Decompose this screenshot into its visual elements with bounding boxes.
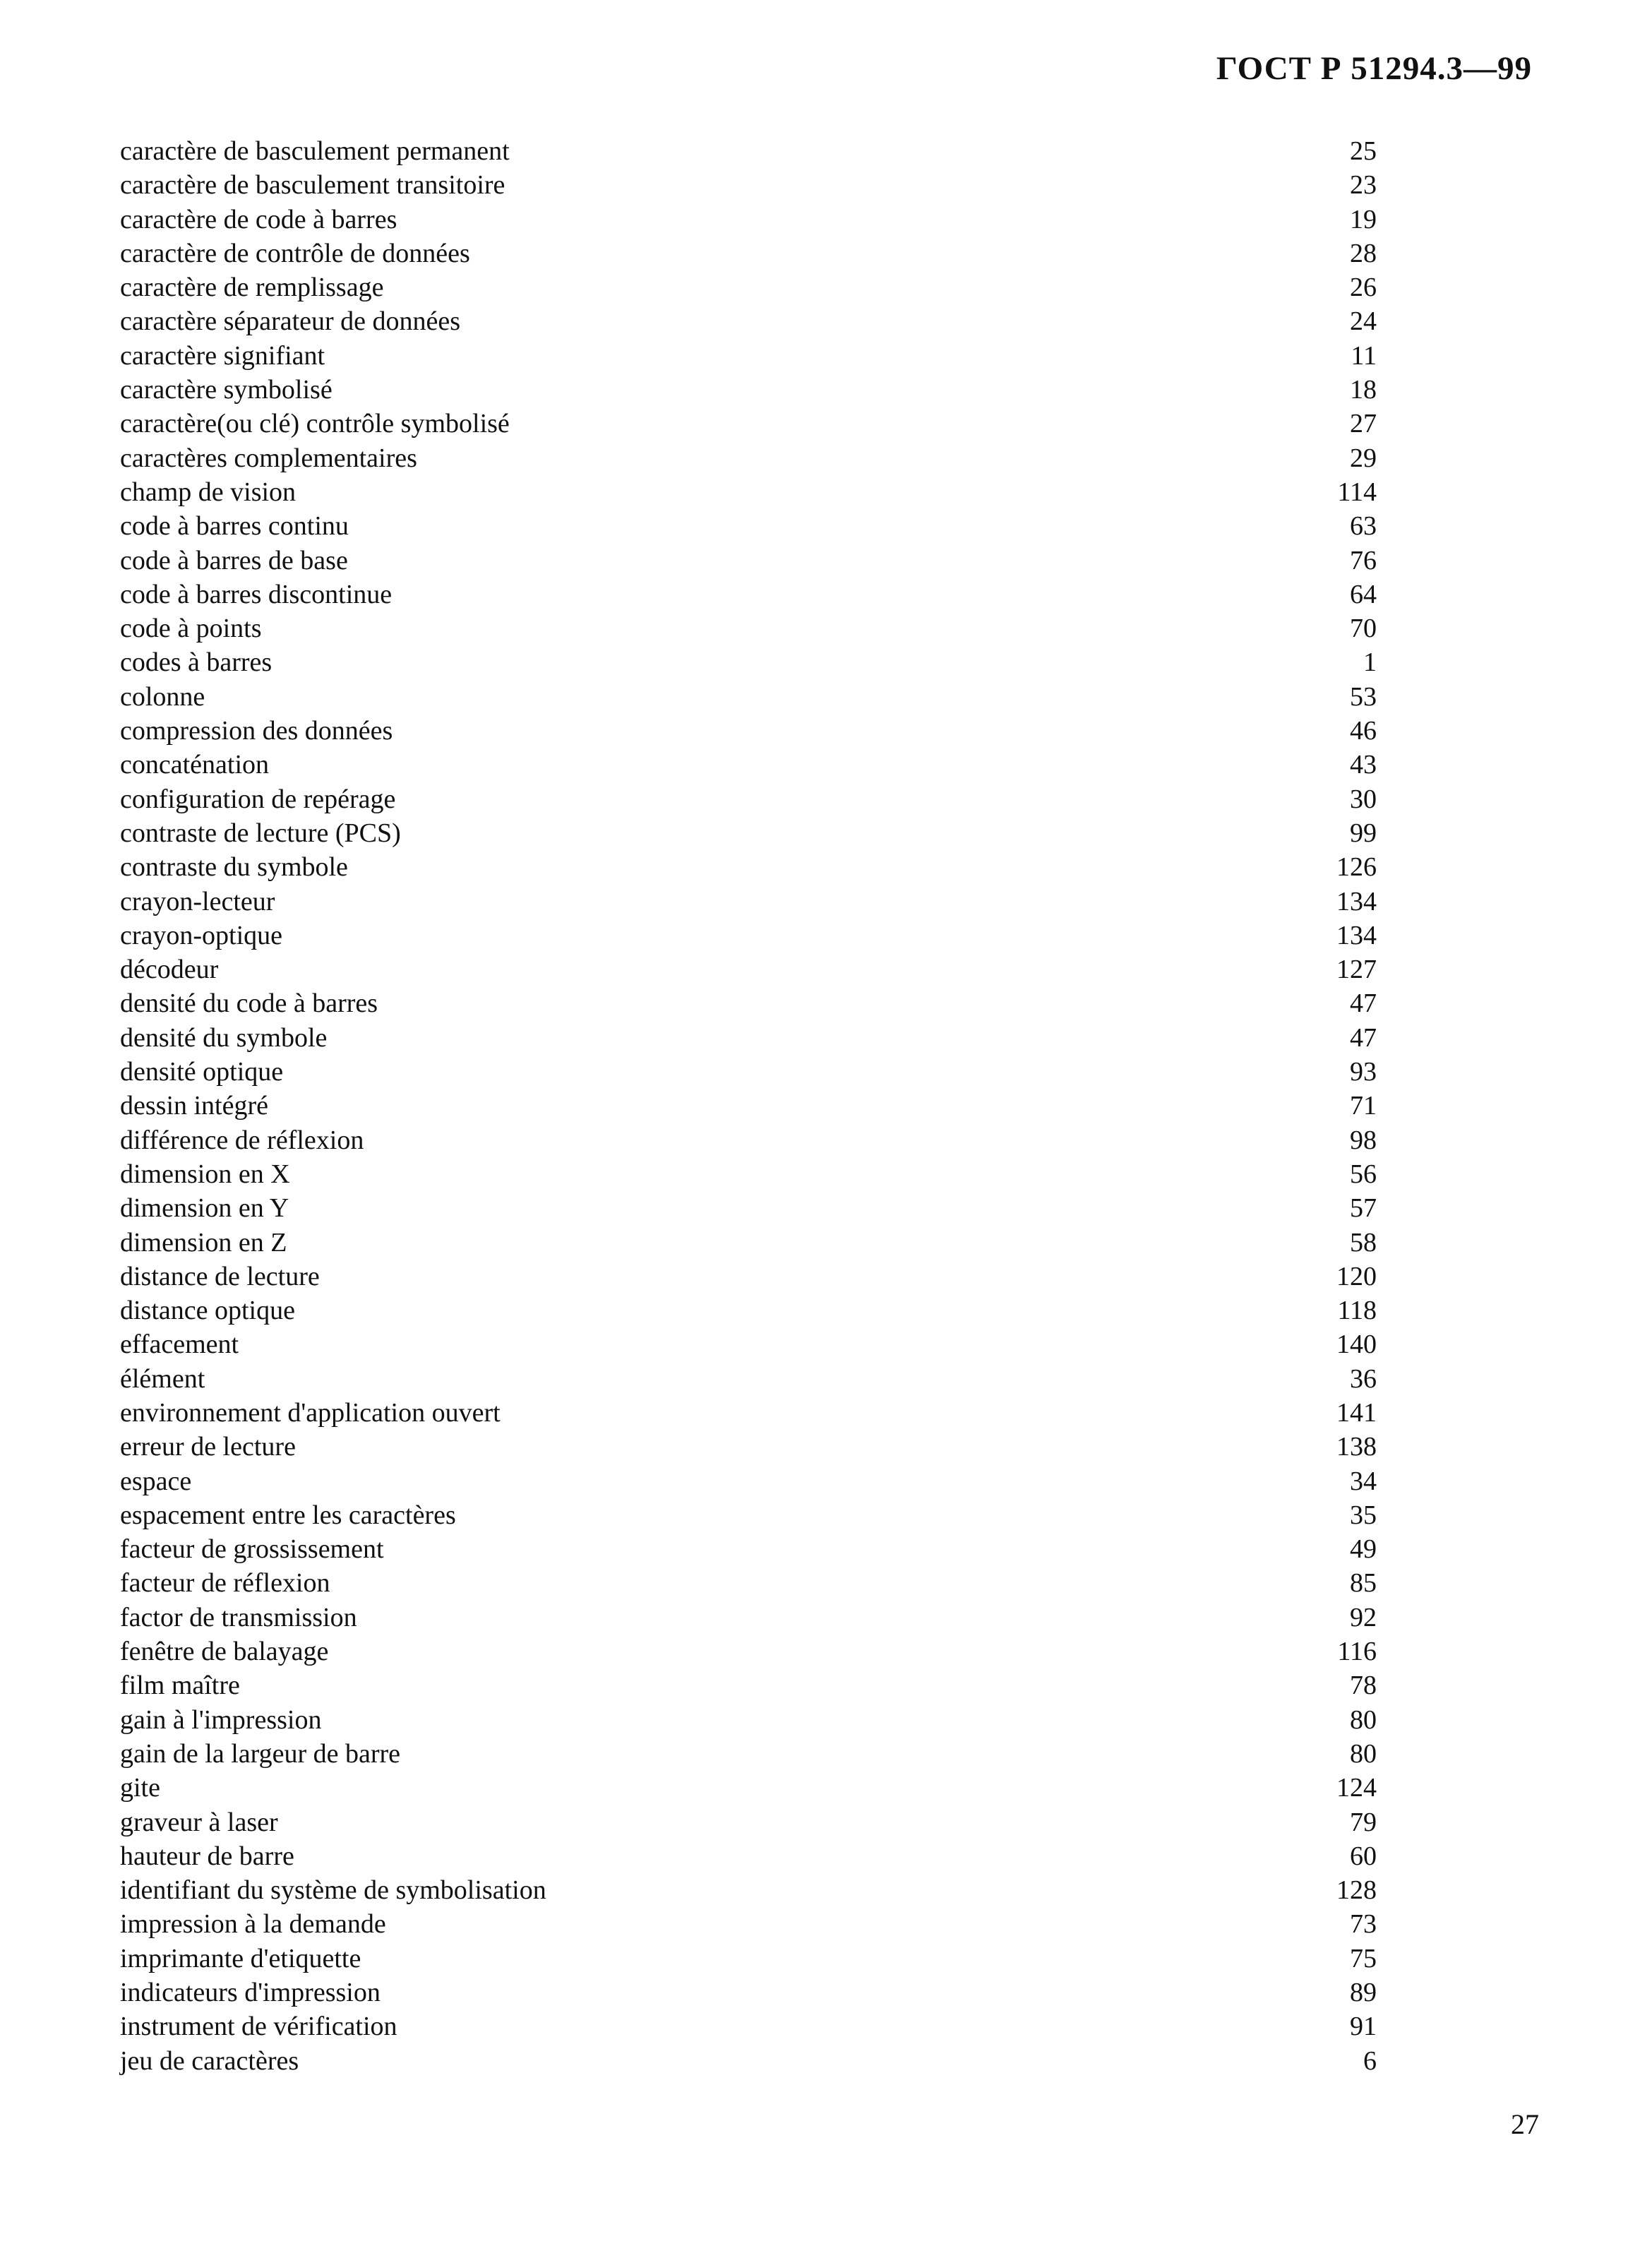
index-term: code à points — [120, 614, 262, 644]
index-page-ref: 85 — [1350, 1568, 1377, 1599]
index-page-ref: 47 — [1350, 988, 1377, 1019]
index-term: code à barres de base — [120, 545, 348, 575]
index-term: film maître — [120, 1671, 240, 1701]
index-entry — [120, 714, 1377, 748]
page-number: 27 — [1511, 2108, 1539, 2140]
index-page-ref: 36 — [1350, 1363, 1377, 1394]
index-page-ref: 64 — [1350, 579, 1377, 609]
index-page-ref: 1 — [1363, 647, 1377, 678]
index-term: instrument de vérification — [120, 2012, 397, 2042]
index-entry — [120, 1839, 1377, 1873]
index-entry — [120, 1226, 1377, 1260]
index-entry — [120, 1771, 1377, 1805]
index-term: caractère de remplissage — [120, 273, 384, 303]
index-page-ref: 23 — [1350, 170, 1377, 201]
index-page-ref: 78 — [1350, 1671, 1377, 1701]
index-page-ref: 47 — [1350, 1022, 1377, 1053]
index-page-ref: 134 — [1336, 886, 1377, 916]
index-page-ref: 28 — [1350, 238, 1377, 268]
index-page-ref: 99 — [1350, 818, 1377, 848]
index-term: caractère de contrôle de données — [120, 238, 470, 268]
index-term: jeu de caractères — [120, 2045, 299, 2076]
index-term: espacement entre les caractères — [120, 1500, 456, 1530]
index-entry — [120, 441, 1377, 475]
index-page-ref: 128 — [1336, 1875, 1377, 1906]
index-page-ref: 63 — [1350, 511, 1377, 542]
index-entry — [120, 919, 1377, 952]
index-entry — [120, 203, 1377, 237]
index-entry — [120, 952, 1377, 986]
index-entry — [120, 339, 1377, 373]
index-term: caractère symbolisé — [120, 375, 333, 405]
index-term: dimension en Y — [120, 1193, 289, 1224]
index-entry — [120, 1089, 1377, 1123]
index-entry — [120, 816, 1377, 850]
index-entry — [120, 270, 1377, 304]
index-term: configuration de repérage — [120, 784, 396, 814]
index-term: compression des données — [120, 716, 393, 746]
index-term: fenêtre de balayage — [120, 1637, 329, 1667]
index-page-ref: 76 — [1350, 545, 1377, 575]
index-page-ref: 53 — [1350, 681, 1377, 712]
index-entry — [120, 1532, 1377, 1566]
index-page-ref: 43 — [1350, 750, 1377, 780]
index-term: distance optique — [120, 1296, 295, 1326]
index-page-ref: 24 — [1350, 306, 1377, 337]
index-page-ref: 57 — [1350, 1193, 1377, 1224]
index-entry — [120, 986, 1377, 1020]
index-term: différence de réflexion — [120, 1125, 364, 1155]
index-term: colonne — [120, 681, 205, 712]
index-term: densité du symbole — [120, 1022, 328, 1053]
term-index-list — [120, 134, 1377, 2078]
index-term: décodeur — [120, 955, 219, 985]
index-page-ref: 80 — [1350, 1738, 1377, 1769]
index-entry — [120, 1464, 1377, 1498]
index-entry — [120, 2009, 1377, 2043]
index-page-ref: 79 — [1350, 1807, 1377, 1837]
index-page-ref: 56 — [1350, 1159, 1377, 1189]
index-term: espace — [120, 1466, 192, 1496]
index-entry — [120, 168, 1377, 202]
index-page-ref: 70 — [1350, 614, 1377, 644]
index-page-ref: 89 — [1350, 1978, 1377, 2008]
index-term: facteur de réflexion — [120, 1568, 330, 1599]
index-entry — [120, 1942, 1377, 1976]
index-page-ref: 34 — [1350, 1466, 1377, 1496]
index-page-ref: 80 — [1350, 1704, 1377, 1735]
index-entry — [120, 1191, 1377, 1225]
index-term: indicateurs d'impression — [120, 1978, 381, 2008]
index-term: factor de transmission — [120, 1602, 357, 1632]
index-page-ref: 35 — [1350, 1500, 1377, 1530]
index-page-ref: 25 — [1350, 136, 1377, 166]
index-entry — [120, 748, 1377, 782]
index-entry — [120, 1805, 1377, 1839]
index-entry — [120, 407, 1377, 441]
index-term: environnement d'application ouvert — [120, 1397, 501, 1428]
index-page-ref: 60 — [1350, 1841, 1377, 1871]
index-page-ref: 118 — [1337, 1296, 1377, 1326]
index-entry — [120, 475, 1377, 509]
index-entry — [120, 1668, 1377, 1702]
index-term: contraste de lecture (PCS) — [120, 818, 401, 848]
index-entry — [120, 1601, 1377, 1635]
index-entry — [120, 782, 1377, 816]
index-term: gain de la largeur de barre — [120, 1738, 401, 1769]
index-term: effacement — [120, 1330, 239, 1360]
index-term: identifiant du système de symbolisation — [120, 1875, 546, 1906]
index-page-ref: 134 — [1336, 920, 1377, 950]
index-term: imprimante d'etiquette — [120, 1943, 361, 1973]
index-page-ref: 49 — [1350, 1534, 1377, 1565]
index-page-ref: 11 — [1351, 340, 1377, 371]
index-term: caractère séparateur de données — [120, 306, 461, 337]
index-page-ref: 6 — [1363, 2045, 1377, 2076]
index-page-ref: 19 — [1350, 204, 1377, 234]
index-term: hauteur de barre — [120, 1841, 294, 1871]
index-entry — [120, 850, 1377, 884]
index-entry — [120, 1430, 1377, 1464]
index-term: dessin intégré — [120, 1091, 269, 1121]
index-entry — [120, 2044, 1377, 2078]
index-term: élément — [120, 1363, 205, 1394]
index-term: caractère de basculement transitoire — [120, 170, 505, 201]
index-entry — [120, 1327, 1377, 1361]
index-entry — [120, 1566, 1377, 1600]
index-page-ref: 73 — [1350, 1909, 1377, 1940]
index-entry — [120, 1055, 1377, 1089]
index-entry — [120, 1396, 1377, 1430]
index-entry — [120, 1907, 1377, 1941]
document-header: ГОСТ Р 51294.3—99 — [1216, 50, 1532, 87]
index-page-ref: 126 — [1336, 852, 1377, 883]
index-page-ref: 29 — [1350, 443, 1377, 473]
index-entry — [120, 509, 1377, 543]
index-page-ref: 75 — [1350, 1943, 1377, 1973]
index-term: gite — [120, 1773, 160, 1803]
index-entry — [120, 1635, 1377, 1668]
index-term: concaténation — [120, 750, 270, 780]
index-entry — [120, 611, 1377, 645]
index-page-ref: 124 — [1336, 1773, 1377, 1803]
index-term: caractères complementaires — [120, 443, 417, 473]
index-term: caractère signifiant — [120, 340, 325, 371]
index-term: dimension en Z — [120, 1227, 287, 1258]
index-page-ref: 46 — [1350, 716, 1377, 746]
index-term: densité du code à barres — [120, 988, 378, 1019]
index-term: code à barres discontinue — [120, 579, 393, 609]
index-page-ref: 120 — [1336, 1261, 1377, 1291]
index-term: dimension en X — [120, 1159, 290, 1189]
index-page-ref: 98 — [1350, 1125, 1377, 1155]
index-page-ref: 138 — [1336, 1432, 1377, 1462]
index-entry — [120, 1737, 1377, 1771]
index-page-ref: 141 — [1336, 1397, 1377, 1428]
index-entry — [120, 885, 1377, 919]
index-page-ref: 93 — [1350, 1057, 1377, 1087]
index-page-ref: 127 — [1336, 955, 1377, 985]
index-entry — [120, 237, 1377, 270]
index-term: gain à l'impression — [120, 1704, 322, 1735]
index-entry — [120, 134, 1377, 168]
index-term: impression à la demande — [120, 1909, 386, 1940]
index-page-ref: 92 — [1350, 1602, 1377, 1632]
index-term: facteur de grossissement — [120, 1534, 384, 1565]
index-term: caractère(ou clé) contrôle symbolisé — [120, 409, 510, 439]
index-term: codes à barres — [120, 647, 273, 678]
index-term: graveur à laser — [120, 1807, 278, 1837]
index-term: distance de lecture — [120, 1261, 320, 1291]
index-entry — [120, 1703, 1377, 1737]
index-entry — [120, 1294, 1377, 1327]
index-page-ref: 27 — [1350, 409, 1377, 439]
index-entry — [120, 578, 1377, 611]
index-page-ref: 114 — [1337, 477, 1377, 507]
index-term: caractère de code à barres — [120, 204, 397, 234]
index-term: erreur de lecture — [120, 1432, 296, 1462]
index-entry — [120, 680, 1377, 714]
index-entry — [120, 1976, 1377, 2009]
index-entry — [120, 1498, 1377, 1532]
index-entry — [120, 1362, 1377, 1396]
index-entry — [120, 373, 1377, 407]
index-entry — [120, 304, 1377, 338]
index-entry — [120, 645, 1377, 679]
index-entry — [120, 1873, 1377, 1907]
index-term: champ de vision — [120, 477, 297, 507]
index-page-ref: 91 — [1350, 2012, 1377, 2042]
index-page-ref: 30 — [1350, 784, 1377, 814]
index-term: crayon-lecteur — [120, 886, 275, 916]
index-term: caractère de basculement permanent — [120, 136, 510, 166]
index-entry — [120, 1157, 1377, 1191]
index-term: contraste du symbole — [120, 852, 348, 883]
index-entry — [120, 1021, 1377, 1055]
index-page-ref: 71 — [1350, 1091, 1377, 1121]
index-entry — [120, 544, 1377, 578]
index-term: code à barres continu — [120, 511, 349, 542]
index-page-ref: 140 — [1336, 1330, 1377, 1360]
index-page-ref: 58 — [1350, 1227, 1377, 1258]
index-page-ref: 116 — [1337, 1637, 1377, 1667]
index-entry — [120, 1260, 1377, 1294]
index-term: crayon-optique — [120, 920, 283, 950]
index-entry — [120, 1123, 1377, 1157]
index-page-ref: 26 — [1350, 273, 1377, 303]
index-term: densité optique — [120, 1057, 284, 1087]
index-page-ref: 18 — [1350, 375, 1377, 405]
